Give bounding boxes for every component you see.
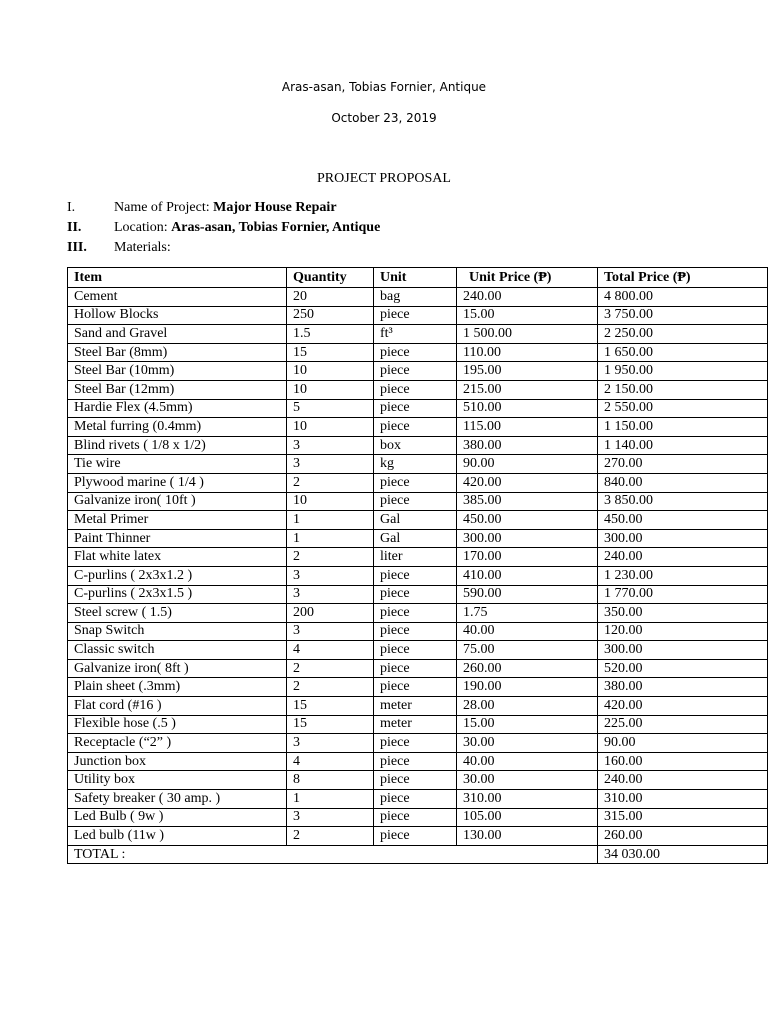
cell-total-price: 2 550.00 (598, 399, 768, 418)
col-header-quantity: Quantity (287, 268, 374, 288)
cell-unit: piece (374, 659, 457, 678)
cell-total-price: 225.00 (598, 715, 768, 734)
cell-total-price: 3 750.00 (598, 306, 768, 325)
table-row (68, 529, 768, 548)
cell-unit-price: 380.00 (457, 436, 598, 455)
table-row (68, 715, 768, 734)
header-date: October 23, 2019 (331, 111, 437, 125)
cell-item: Paint Thinner (68, 529, 287, 548)
cell-item: Plywood marine ( 1/4 ) (68, 473, 287, 492)
cell-quantity: 10 (287, 362, 374, 381)
cell-unit: piece (374, 399, 457, 418)
cell-item: Snap Switch (68, 622, 287, 641)
cell-item: Flat cord (#16 ) (68, 697, 287, 716)
cell-total-price: 350.00 (598, 604, 768, 623)
cell-item: Hollow Blocks (68, 306, 287, 325)
col-header-total-price: Total Price (₱) (598, 268, 768, 288)
cell-unit-price: 170.00 (457, 548, 598, 567)
cell-item: Tie wire (68, 455, 287, 474)
cell-unit: piece (374, 808, 457, 827)
cell-item: Steel Bar (12mm) (68, 380, 287, 399)
cell-item: Plain sheet (.3mm) (68, 678, 287, 697)
cell-quantity: 3 (287, 808, 374, 827)
table-row (68, 288, 768, 307)
cell-quantity: 3 (287, 585, 374, 604)
cell-unit-price: 110.00 (457, 343, 598, 362)
cell-quantity: 8 (287, 771, 374, 790)
cell-unit: kg (374, 455, 457, 474)
table-row (68, 752, 768, 771)
table-row (68, 548, 768, 567)
cell-unit-price: 420.00 (457, 473, 598, 492)
table-row (68, 436, 768, 455)
table-row (68, 771, 768, 790)
cell-quantity: 1 (287, 790, 374, 809)
cell-item: Sand and Gravel (68, 325, 287, 344)
cell-total-price: 90.00 (598, 734, 768, 753)
cell-total-price: 380.00 (598, 678, 768, 697)
cell-total-price: 315.00 (598, 808, 768, 827)
header-location: Aras-asan, Tobias Fornier, Antique (281, 80, 487, 94)
table-row (68, 827, 768, 846)
cell-item: Steel Bar (8mm) (68, 343, 287, 362)
total-value: 34 030.00 (598, 845, 768, 864)
cell-quantity: 15 (287, 715, 374, 734)
cell-unit-price: 190.00 (457, 678, 598, 697)
cell-item: Classic switch (68, 641, 287, 660)
cell-quantity: 15 (287, 343, 374, 362)
cell-unit: piece (374, 622, 457, 641)
cell-quantity: 4 (287, 752, 374, 771)
section-label-row (114, 220, 380, 236)
table-row (68, 455, 768, 474)
cell-item: Metal Primer (68, 511, 287, 530)
cell-unit: meter (374, 715, 457, 734)
col-header-unit-price: Unit Price (₱) (457, 268, 598, 288)
cell-item: Led Bulb ( 9w ) (68, 808, 287, 827)
cell-quantity: 10 (287, 492, 374, 511)
cell-quantity: 10 (287, 418, 374, 437)
section-label: Name of Project: (114, 200, 210, 215)
cell-item: Led bulb (11w ) (68, 827, 287, 846)
cell-unit-price: 75.00 (457, 641, 598, 660)
section-number: III. (67, 240, 87, 255)
cell-unit-price: 30.00 (457, 771, 598, 790)
cell-unit-price: 240.00 (457, 288, 598, 307)
cell-unit-price: 15.00 (457, 306, 598, 325)
cell-item: C-purlins ( 2x3x1.5 ) (68, 585, 287, 604)
cell-unit: piece (374, 585, 457, 604)
cell-total-price: 1 150.00 (598, 418, 768, 437)
cell-unit: liter (374, 548, 457, 567)
cell-unit-price: 30.00 (457, 734, 598, 753)
cell-unit: piece (374, 418, 457, 437)
cell-total-price: 270.00 (598, 455, 768, 474)
table-row (68, 511, 768, 530)
table-header-row (68, 268, 768, 288)
total-label: TOTAL : (68, 845, 598, 864)
section-number: II. (67, 220, 82, 235)
cell-unit-price: 410.00 (457, 566, 598, 585)
cell-total-price: 840.00 (598, 473, 768, 492)
cell-unit-price: 450.00 (457, 511, 598, 530)
cell-item: Metal furring (0.4mm) (68, 418, 287, 437)
cell-total-price: 520.00 (598, 659, 768, 678)
cell-quantity: 1.5 (287, 325, 374, 344)
cell-unit-price: 40.00 (457, 752, 598, 771)
cell-unit: piece (374, 362, 457, 381)
cell-unit: piece (374, 678, 457, 697)
table-row (68, 641, 768, 660)
cell-unit: piece (374, 734, 457, 753)
cell-unit-price: 28.00 (457, 697, 598, 716)
section-label: Materials: (114, 240, 171, 255)
table-row (68, 659, 768, 678)
cell-item: Safety breaker ( 30 amp. ) (68, 790, 287, 809)
cell-unit: piece (374, 380, 457, 399)
cell-item: Steel screw ( 1.5) (68, 604, 287, 623)
cell-unit-price: 510.00 (457, 399, 598, 418)
table-row (68, 604, 768, 623)
cell-total-price: 310.00 (598, 790, 768, 809)
table-row (68, 325, 768, 344)
cell-total-price: 240.00 (598, 771, 768, 790)
cell-unit: piece (374, 641, 457, 660)
cell-total-price: 420.00 (598, 697, 768, 716)
table-row (68, 734, 768, 753)
table-row (68, 808, 768, 827)
cell-unit-price: 40.00 (457, 622, 598, 641)
cell-quantity: 10 (287, 380, 374, 399)
cell-unit: piece (374, 343, 457, 362)
cell-item: Blind rivets ( 1/8 x 1/2) (68, 436, 287, 455)
cell-total-price: 3 850.00 (598, 492, 768, 511)
cell-quantity: 5 (287, 399, 374, 418)
document-title: PROJECT PROPOSAL (317, 171, 451, 186)
table-row (68, 343, 768, 362)
cell-quantity: 20 (287, 288, 374, 307)
table-row (68, 399, 768, 418)
cell-unit-price: 1 500.00 (457, 325, 598, 344)
cell-unit-price: 195.00 (457, 362, 598, 381)
cell-unit-price: 130.00 (457, 827, 598, 846)
cell-total-price: 1 650.00 (598, 343, 768, 362)
cell-quantity: 2 (287, 659, 374, 678)
table-row (68, 678, 768, 697)
cell-total-price: 4 800.00 (598, 288, 768, 307)
cell-item: Receptacle (“2” ) (68, 734, 287, 753)
cell-item: Galvanize iron( 10ft ) (68, 492, 287, 511)
cell-unit: piece (374, 492, 457, 511)
cell-unit-price: 590.00 (457, 585, 598, 604)
cell-quantity: 200 (287, 604, 374, 623)
cell-total-price: 1 140.00 (598, 436, 768, 455)
cell-quantity: 3 (287, 566, 374, 585)
cell-quantity: 3 (287, 455, 374, 474)
cell-unit-price: 310.00 (457, 790, 598, 809)
cell-item: Utility box (68, 771, 287, 790)
cell-unit-price: 90.00 (457, 455, 598, 474)
cell-total-price: 300.00 (598, 529, 768, 548)
cell-unit: piece (374, 566, 457, 585)
section-number: I. (67, 200, 76, 215)
cell-quantity: 3 (287, 436, 374, 455)
cell-unit-price: 1.75 (457, 604, 598, 623)
cell-total-price: 1 950.00 (598, 362, 768, 381)
col-header-unit: Unit (374, 268, 457, 288)
cell-unit-price: 15.00 (457, 715, 598, 734)
cell-quantity: 2 (287, 827, 374, 846)
table-row (68, 585, 768, 604)
cell-total-price: 240.00 (598, 548, 768, 567)
cell-unit: piece (374, 473, 457, 492)
cell-total-price: 1 770.00 (598, 585, 768, 604)
project-name-value: Major House Repair (213, 200, 337, 215)
table-row (68, 362, 768, 381)
cell-unit: piece (374, 752, 457, 771)
cell-quantity: 1 (287, 511, 374, 530)
cell-total-price: 260.00 (598, 827, 768, 846)
cell-unit-price: 260.00 (457, 659, 598, 678)
cell-unit: piece (374, 790, 457, 809)
cell-unit: piece (374, 604, 457, 623)
table-row (68, 306, 768, 325)
cell-item: Steel Bar (10mm) (68, 362, 287, 381)
cell-quantity: 2 (287, 548, 374, 567)
cell-quantity: 2 (287, 678, 374, 697)
cell-total-price: 2 250.00 (598, 325, 768, 344)
table-total-row (68, 845, 768, 864)
cell-total-price: 300.00 (598, 641, 768, 660)
cell-unit: Gal (374, 529, 457, 548)
table-row (68, 790, 768, 809)
cell-item: Flexible hose (.5 ) (68, 715, 287, 734)
cell-item: Hardie Flex (4.5mm) (68, 399, 287, 418)
cell-quantity: 3 (287, 622, 374, 641)
cell-unit: piece (374, 771, 457, 790)
cell-unit: piece (374, 827, 457, 846)
cell-unit: piece (374, 306, 457, 325)
cell-unit-price: 385.00 (457, 492, 598, 511)
cell-unit: ft³ (374, 325, 457, 344)
cell-unit: Gal (374, 511, 457, 530)
cell-item: C-purlins ( 2x3x1.2 ) (68, 566, 287, 585)
cell-unit-price: 115.00 (457, 418, 598, 437)
location-value: Aras-asan, Tobias Fornier, Antique (171, 220, 381, 235)
section-label: Location: (114, 220, 168, 235)
cell-unit: box (374, 436, 457, 455)
cell-total-price: 450.00 (598, 511, 768, 530)
cell-total-price: 2 150.00 (598, 380, 768, 399)
cell-quantity: 2 (287, 473, 374, 492)
table-row (68, 473, 768, 492)
table-row (68, 492, 768, 511)
col-header-item: Item (68, 268, 287, 288)
cell-unit-price: 300.00 (457, 529, 598, 548)
section-label-row (114, 200, 337, 216)
table-row (68, 622, 768, 641)
cell-item: Galvanize iron( 8ft ) (68, 659, 287, 678)
table-row (68, 418, 768, 437)
cell-item: Cement (68, 288, 287, 307)
cell-quantity: 1 (287, 529, 374, 548)
cell-unit: bag (374, 288, 457, 307)
cell-unit: meter (374, 697, 457, 716)
materials-table (67, 267, 768, 864)
section-label-row (114, 240, 171, 256)
cell-item: Junction box (68, 752, 287, 771)
table-row (68, 697, 768, 716)
table-row (68, 566, 768, 585)
cell-total-price: 160.00 (598, 752, 768, 771)
cell-quantity: 4 (287, 641, 374, 660)
cell-quantity: 250 (287, 306, 374, 325)
table-row (68, 380, 768, 399)
cell-item: Flat white latex (68, 548, 287, 567)
cell-quantity: 3 (287, 734, 374, 753)
cell-unit-price: 105.00 (457, 808, 598, 827)
cell-unit-price: 215.00 (457, 380, 598, 399)
cell-total-price: 1 230.00 (598, 566, 768, 585)
cell-total-price: 120.00 (598, 622, 768, 641)
cell-quantity: 15 (287, 697, 374, 716)
